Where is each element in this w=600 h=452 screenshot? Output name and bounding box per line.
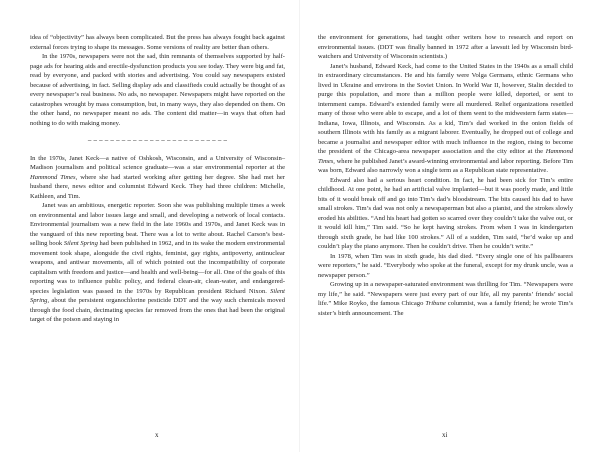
body-paragraph: idea of “objectivity” has always been complicated. But the press has always fought back against external forces trying to shape its messages. Some versions of reality are better than others. [30, 34, 285, 51]
left-page-body [30, 33, 285, 128]
body-paragraph: In the 1970s, Janet Keck—a native of Oshkosh, Wisconsin, and a University of Wisconsin–Madison journalism and political science graduate—was a star environmental reporter at the Hammond Times, where she had started working after getting her degree. She had met her husband there, news editor and columnist Edward Keck. They had three children: Michelle, Kathleen, and Tim. [30, 154, 285, 200]
body-paragraph: In 1978, when Tim was in sixth grade, his dad died. “Every single one of his pallbearers were reporters,” he said. “Everybody who spoke at the funeral, except for my drunk uncle, was a newspaper person.” [318, 252, 573, 279]
body-paragraph: Janet was an ambitious, energetic reporter. Soon she was publishing multiple times a week on environmental and labor issues large and small, and developing a network of local contacts. Environmental journalism was a new field in the late 1960s and 1970s, and Janet Keck was in the vanguard of this new reporting beat. There was a lot to write about. Rachel Carson’s best-selling book Silent Spring had been published in 1962, and in its wake the modern environmental movement took shape, alongside the civil rights, feminist, gay rights, antipoverty, antinuclear weapons, and antiwar movements, all of which pointed out the incompatibility of corporate capitalism with freedom and justice—and health and well-being—for all. One of the goals of this reporting was to influence public policy, and federal clean-air, clean-water, and endangered-species legislation was passed in the 1970s by Republican president Richard Nixon. Silent Spring, about the persistent organochlorine pesticide DDT and the way such chemicals moved through the food chain, decimating species far removed from the ones that had been the original target of the poison and staying in [30, 202, 285, 323]
left-page [30, 33, 285, 325]
right-page [318, 33, 573, 318]
body-paragraph: Growing up in a newspaper-saturated environment was thrilling for Tim. “Newspapers were my life,” he said. “Newspapers were just every part of our life, all my parents’ friends’ social life.” Mike Royko, the famous Chicago Tribune columnist, was a family friend; he wrote Tim’s sister’s birth announcement. The [318, 281, 574, 317]
body-paragraph: Janet’s husband, Edward Keck, had come to the United States in the 1940s as a small child in extraordinary circumstances. He and his family were Volga Germans, ethnic Germans who lived in Ukraine and environs in the Soviet Union. In World War II, however, Stalin decided to purge this population, and more than a million people were killed, deported, or sent to internment camps. Edward’s extended family were all murdered. Relief organizations resettled many of those who were able to escape, and a lot of them went to the midwestern farm states—Indiana, Iowa, Illinois, and Wisconsin. As a kid, Tim’s dad worked in the onion fields of southern Illinois with his family as a migrant laborer. Eventually, he dropped out of college and became a journalist and newspaper editor with much influence in the region, rising to become the president of the Chicago-area newspaper association and the city editor at the Hammond Times, where he published Janet’s award-winning environmental and labor reporting. Before Tim was born, Edward also narrowly won a single term as a Republican state representative. [318, 62, 573, 174]
section-divider: – – – – – – – – – – – – – – – – – – – – – – – – – [87, 137, 228, 144]
gutter-divider [299, 0, 300, 452]
right-page-body [318, 33, 573, 318]
body-paragraph: Edward also had a serious heart condition. In fact, he had been sick for Tim’s entire childhood. At one point, he had an artificial valve implanted—but it was poorly made, and little bits of it would break off and go into Tim’s dad’s bloodstream. The bits caused his dad to have small strokes. Tim’s dad was not only a newspaperman but also a pianist, and the strokes slowly eroded his abilities. “And his heart had gotten so scarred over they couldn’t take the valve out, or it would kill him,” Tim said. “So he kept having strokes. From when I was in kindergarten through sixth grade, he had like 100 strokes.” All of a sudden, Tim said, “he’d wake up and couldn’t play the piano anymore. Then he couldn’t drive. Then he couldn’t write.” [318, 176, 573, 250]
page-number-left: x [155, 431, 159, 439]
body-paragraph: the environment for generations, had taught other writers how to research and report on environmental issues. (DDT was finally banned in 1972 after a lawsuit led by Wisconsin bird-watchers and University of Wisconsin scientists.) [318, 34, 573, 60]
left-page-body-continued [30, 154, 285, 325]
body-paragraph: In the 1970s, newspapers were not the sad, thin remnants of themselves supported by half-page ads for hearing aids and erectile-dysfunction products you see today. They were big and fat, read by everyone, and packed with stories and advertising. You could say newspapers existed because of advertising, in fact. Selling display ads and classifieds could actually be thought of as every newspaper’s real business. No ads, no newspaper. Newspapers might have reported on the catastrophes wrought by mass consumption, but, in many ways, they also depended on them. On the other hand, no newspaper meant no ads. The content did matter—in ways that often had nothing to do with making money. [30, 53, 285, 127]
page-number-right: xi [442, 431, 448, 439]
